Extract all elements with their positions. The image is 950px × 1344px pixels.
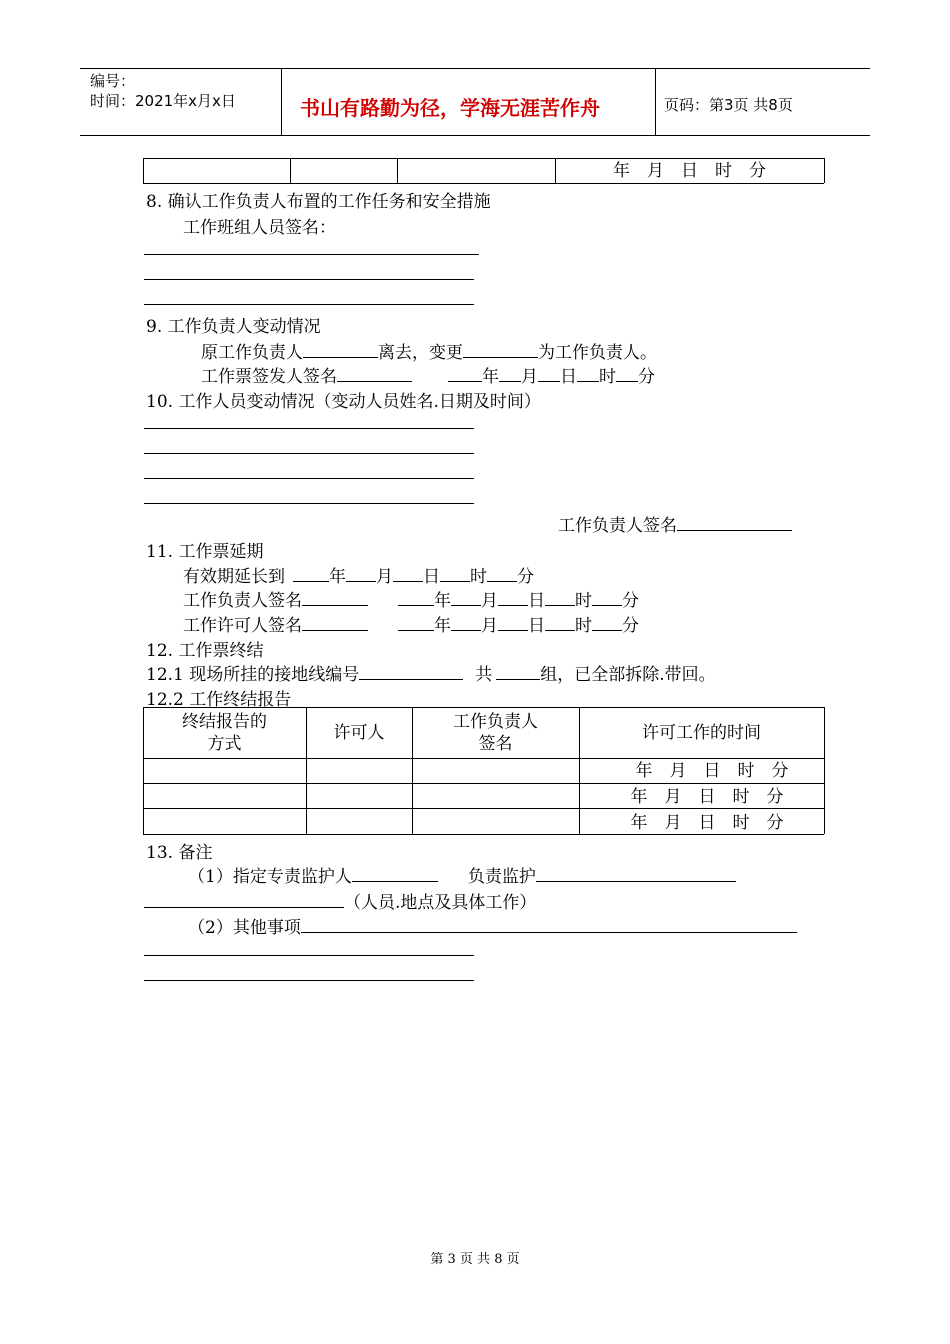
- signature-line[interactable]: [144, 279, 474, 280]
- table-rule: [824, 158, 825, 183]
- notes-line[interactable]: [144, 980, 474, 981]
- table-header-leader-sign: 工作负责人 签名: [453, 712, 538, 754]
- year-unit: 年: [434, 591, 451, 611]
- month-field[interactable]: [451, 614, 481, 631]
- day-unit: 日: [423, 567, 440, 587]
- year-unit: 年: [482, 367, 499, 387]
- supervise-field[interactable]: [536, 865, 736, 882]
- guardian-note-line: [144, 888, 536, 913]
- hour-field[interactable]: [440, 565, 470, 582]
- issuer-sign-label: 工作票签发人签名: [201, 367, 337, 387]
- extend-line: [183, 562, 534, 587]
- section-10-title: 10. 工作人员变动情况（变动人员姓名.日期及时间）: [146, 392, 541, 412]
- other-matters-field[interactable]: [301, 916, 797, 933]
- leader-sign-line: [558, 511, 792, 536]
- document-number-label: 编号：: [90, 72, 136, 90]
- guardian-line: [188, 862, 736, 887]
- table-row-time: 年 月 日 时 分: [630, 813, 784, 833]
- hour-unit: 时: [599, 367, 616, 387]
- leader-sign-label: 工作负责人签名: [558, 516, 677, 536]
- month-field[interactable]: [499, 365, 521, 382]
- leader-sign-label: 工作负责人签名: [183, 591, 302, 611]
- table-rule: [397, 158, 398, 183]
- header-divider: [281, 68, 282, 135]
- permit-sign-label: 工作许可人签名: [183, 616, 302, 636]
- permit-sign-field[interactable]: [302, 614, 368, 631]
- hour-unit: 时: [575, 616, 592, 636]
- table-header-permitter: 许可人: [333, 723, 385, 743]
- section-11-title: 11. 工作票延期: [146, 542, 264, 562]
- year-field[interactable]: [398, 589, 434, 606]
- table-rule: [143, 783, 824, 784]
- section-12-2-title: 12.2 工作终结报告: [146, 690, 292, 710]
- hour-field[interactable]: [545, 589, 575, 606]
- signature-line[interactable]: [144, 453, 474, 454]
- signature-line[interactable]: [144, 503, 474, 504]
- ground-wire-label: 12.1 现场所挂的接地线编号: [146, 665, 360, 685]
- year-field[interactable]: [293, 565, 329, 582]
- ground-wire-count-label: 共: [475, 665, 493, 685]
- extend-leader-line: [183, 586, 639, 611]
- extend-label: 有效期延长到: [183, 567, 285, 587]
- minute-unit: 分: [622, 591, 639, 611]
- ground-wire-number-field[interactable]: [359, 663, 463, 680]
- original-leader-label: 原工作负责人: [201, 343, 303, 363]
- page-number-label: 页码：第3页 共8页: [664, 96, 793, 114]
- table-rule: [143, 808, 824, 809]
- page-footer: 第 3 页 共 8 页: [430, 1252, 520, 1267]
- section-8-title: 8. 确认工作负责人布置的工作任务和安全措施: [146, 192, 491, 212]
- section-12-title: 12. 工作票终结: [146, 641, 264, 661]
- guardian-note-field[interactable]: [144, 891, 344, 908]
- year-unit: 年: [434, 616, 451, 636]
- year-field[interactable]: [398, 614, 434, 631]
- table-rule: [143, 834, 824, 835]
- other-matters-line: [188, 913, 797, 938]
- section-9-title: 9. 工作负责人变动情况: [146, 317, 321, 337]
- hour-field[interactable]: [577, 365, 599, 382]
- notes-line[interactable]: [144, 955, 474, 956]
- guardian-note: （人员.地点及具体工作）: [344, 893, 537, 913]
- leader-change-suffix: 为工作负责人。: [538, 343, 657, 363]
- leader-sign-field[interactable]: [677, 514, 792, 531]
- supervise-label: 负责监护: [467, 867, 536, 887]
- ground-wire-line: [146, 660, 716, 685]
- day-field[interactable]: [538, 365, 560, 382]
- hour-unit: 时: [575, 591, 592, 611]
- day-field[interactable]: [498, 589, 528, 606]
- month-unit: 月: [521, 367, 538, 387]
- minute-field[interactable]: [592, 614, 622, 631]
- signature-line[interactable]: [144, 478, 474, 479]
- day-unit: 日: [560, 367, 577, 387]
- day-field[interactable]: [498, 614, 528, 631]
- ground-wire-suffix: 组，已全部拆除.带回。: [540, 665, 716, 685]
- header-bottom-rule: [80, 135, 870, 136]
- top-row-time: 年 月 日 时 分: [613, 161, 766, 181]
- minute-field[interactable]: [487, 565, 517, 582]
- minute-unit: 分: [638, 367, 655, 387]
- hour-field[interactable]: [545, 614, 575, 631]
- table-row-time: 年 月 日 时 分: [630, 787, 784, 807]
- leader-change-text: 离去，变更: [378, 343, 463, 363]
- month-field[interactable]: [451, 589, 481, 606]
- table-header-method: 终结报告的 方式: [182, 712, 267, 754]
- table-rule: [143, 158, 824, 159]
- guardian-field[interactable]: [352, 865, 438, 882]
- table-rule: [143, 183, 824, 184]
- new-leader-field[interactable]: [463, 341, 538, 358]
- signature-line[interactable]: [144, 428, 474, 429]
- day-unit: 日: [528, 591, 545, 611]
- year-unit: 年: [329, 567, 346, 587]
- crew-sign-label: 工作班组人员签名：: [183, 218, 336, 238]
- leader-sign-field[interactable]: [302, 589, 368, 606]
- hour-unit: 时: [470, 567, 487, 587]
- minute-field[interactable]: [592, 589, 622, 606]
- signature-line[interactable]: [144, 254, 479, 255]
- signature-line[interactable]: [144, 304, 474, 305]
- header-top-rule: [80, 68, 870, 69]
- minute-field[interactable]: [616, 365, 638, 382]
- minute-unit: 分: [622, 616, 639, 636]
- ground-wire-count-field[interactable]: [496, 663, 540, 680]
- month-unit: 月: [481, 616, 498, 636]
- table-rule: [290, 158, 291, 183]
- table-rule: [143, 758, 824, 759]
- day-field[interactable]: [393, 565, 423, 582]
- header-motto: 书山有路勤为径，学海无涯苦作舟: [300, 96, 600, 120]
- document-time-label: 时间：2021年x月x日: [90, 92, 236, 110]
- extend-permit-line: [183, 611, 639, 636]
- table-header-permit-time: 许可工作的时间: [642, 723, 761, 743]
- table-rule: [143, 158, 144, 183]
- month-field[interactable]: [346, 565, 376, 582]
- guardian-label: （1）指定专责监护人: [188, 867, 352, 887]
- section-13-title: 13. 备注: [146, 843, 213, 863]
- minute-unit: 分: [517, 567, 534, 587]
- issuer-sign-line: [201, 362, 655, 387]
- year-field[interactable]: [448, 365, 482, 382]
- day-unit: 日: [528, 616, 545, 636]
- month-unit: 月: [481, 591, 498, 611]
- leader-change-line: [201, 338, 657, 363]
- other-matters-label: （2）其他事项: [188, 918, 301, 938]
- table-rule: [824, 707, 825, 834]
- header-divider: [655, 68, 656, 135]
- issuer-sign-field[interactable]: [337, 365, 412, 382]
- table-rule: [143, 707, 824, 708]
- month-unit: 月: [376, 567, 393, 587]
- original-leader-field[interactable]: [303, 341, 378, 358]
- table-row-time: 年 月 日 时 分: [635, 761, 789, 781]
